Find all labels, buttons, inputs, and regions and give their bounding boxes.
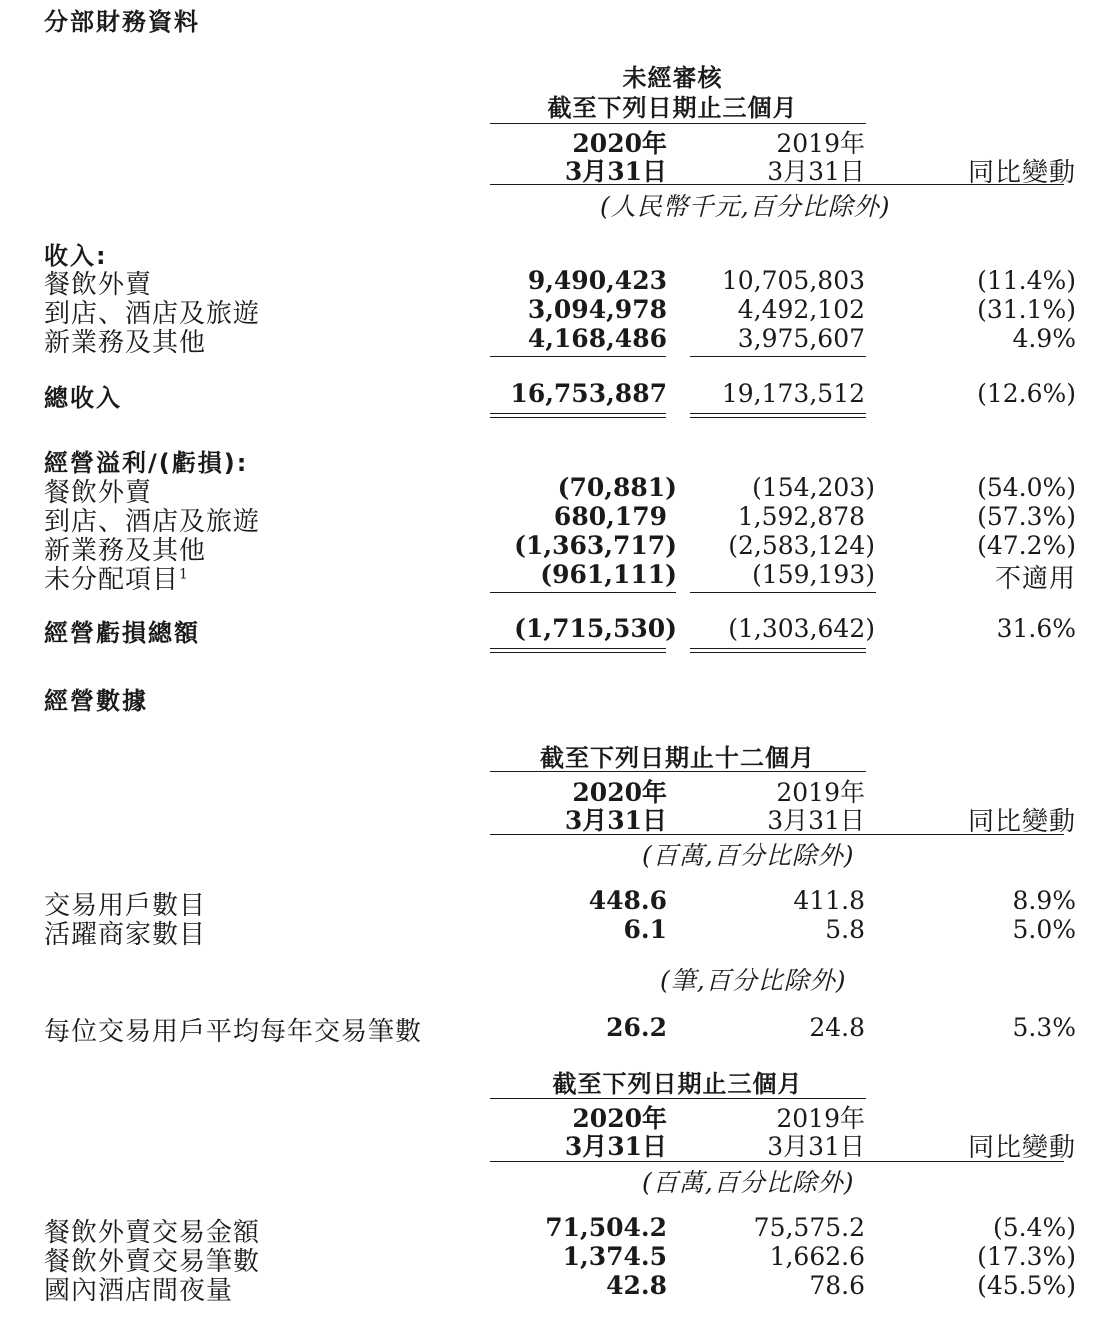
total-double-rule-2020 xyxy=(490,648,666,653)
total-op-2020: (1,715,530) xyxy=(514,614,677,643)
unit-note: (百萬,百分比除外) xyxy=(642,841,855,870)
value-2019: 411.8 xyxy=(793,886,865,915)
value-2020: 6.1 xyxy=(623,915,667,944)
value-yoy: 5.3% xyxy=(1012,1013,1076,1042)
col-2020-date: 3月31日 xyxy=(564,157,667,186)
header-bottom-rule xyxy=(490,1161,1064,1162)
value-yoy: (45.5%) xyxy=(977,1271,1076,1300)
col-2019-date: 3月31日 xyxy=(767,157,865,186)
row-label: 新業務及其他 xyxy=(44,536,207,566)
value-2019: 3,975,607 xyxy=(737,324,865,353)
value-2020: 4,168,486 xyxy=(527,324,667,353)
total-revenue-2020: 16,753,887 xyxy=(510,379,667,408)
col-2019-year: 2019年 xyxy=(776,1104,865,1133)
total-op-yoy: 31.6% xyxy=(996,614,1076,643)
value-yoy: 8.9% xyxy=(1012,886,1076,915)
value-2020: 1,374.5 xyxy=(562,1242,667,1271)
value-yoy: (47.2%) xyxy=(977,531,1076,560)
value-yoy: (11.4%) xyxy=(977,266,1076,295)
value-2019: 1,662.6 xyxy=(769,1242,865,1271)
total-revenue-yoy: (12.6%) xyxy=(977,379,1076,408)
value-yoy: 4.9% xyxy=(1012,324,1076,353)
value-2019: 75,575.2 xyxy=(753,1213,865,1242)
value-yoy: (54.0%) xyxy=(977,473,1076,502)
col-2019-year: 2019年 xyxy=(776,129,865,158)
value-2019: (154,203) xyxy=(752,473,875,502)
value-2019: 10,705,803 xyxy=(721,266,865,295)
header-bottom-rule xyxy=(490,834,1064,835)
row-label: 活躍商家數目 xyxy=(44,920,207,950)
value-yoy: (57.3%) xyxy=(977,502,1076,531)
total-double-rule-2020 xyxy=(490,413,666,418)
total-double-rule-2019 xyxy=(690,413,866,418)
unit-note: (人民幣千元,百分比除外) xyxy=(600,192,891,221)
value-2020: 42.8 xyxy=(606,1271,667,1300)
col-2020-year: 2020年 xyxy=(572,1104,667,1133)
total-revenue-2019: 19,173,512 xyxy=(721,379,865,408)
value-2019: (2,583,124) xyxy=(728,531,875,560)
value-2019: 5.8 xyxy=(825,915,865,944)
value-yoy: 5.0% xyxy=(1012,915,1076,944)
revenue-label: 收入: xyxy=(44,242,108,270)
row-label-unallocated xyxy=(44,559,189,596)
unit-note: (百萬,百分比除外) xyxy=(642,1168,855,1197)
col-2020-year: 2020年 xyxy=(572,778,667,807)
operating-data-title: 經營數據 xyxy=(44,687,148,715)
value-2020: 9,490,423 xyxy=(527,266,667,295)
row-label: 餐飲外賣交易金額 xyxy=(44,1218,261,1248)
value-2020: (1,363,717) xyxy=(514,531,677,560)
op-profit-label: 經營溢利/(虧損): xyxy=(44,449,249,477)
unallocated-label: 未分配項目 xyxy=(44,565,180,595)
row-label: 新業務及其他 xyxy=(44,328,207,358)
value-yoy: (17.3%) xyxy=(977,1242,1076,1271)
col-2020-year: 2020年 xyxy=(572,129,667,158)
subtotal-rule-2019 xyxy=(690,592,876,593)
header-rule xyxy=(490,771,866,772)
row-label: 到店、酒店及旅遊 xyxy=(44,299,261,329)
header-unaudited: 未經審核 xyxy=(622,64,723,92)
value-2020: 448.6 xyxy=(588,886,667,915)
value-2020: 26.2 xyxy=(606,1013,667,1042)
value-yoy: 不適用 xyxy=(994,564,1076,594)
row-label: 餐飲外賣 xyxy=(44,478,153,508)
unit-note-orders: (筆,百分比除外) xyxy=(660,966,847,995)
row-label: 餐飲外賣交易筆數 xyxy=(44,1247,261,1277)
value-2019: 24.8 xyxy=(809,1013,865,1042)
subtotal-rule-2020 xyxy=(490,356,666,357)
value-2019: 4,492,102 xyxy=(737,295,865,324)
page-title: 分部財務資料 xyxy=(44,8,200,36)
total-double-rule-2019 xyxy=(690,648,866,653)
col-yoy: 同比變動 xyxy=(967,807,1076,837)
col-2019-date: 3月31日 xyxy=(767,1132,865,1161)
value-2020: 71,504.2 xyxy=(545,1213,667,1242)
value-2019: 78.6 xyxy=(809,1271,865,1300)
value-2020: (961,111) xyxy=(540,560,677,589)
col-2020-date: 3月31日 xyxy=(564,1132,667,1161)
row-label: 到店、酒店及旅遊 xyxy=(44,507,261,537)
subtotal-rule-2020 xyxy=(490,592,676,593)
col-2019-year: 2019年 xyxy=(776,778,865,807)
value-2020: 3,094,978 xyxy=(527,295,667,324)
value-yoy: (31.1%) xyxy=(977,295,1076,324)
value-yoy: (5.4%) xyxy=(992,1213,1076,1242)
col-2019-date: 3月31日 xyxy=(767,806,865,835)
header-period-three-months: 截至下列日期止三個月 xyxy=(547,94,798,122)
value-2019: (159,193) xyxy=(752,560,875,589)
footnote-marker: 1 xyxy=(179,566,189,583)
total-op-label: 經營虧損總額 xyxy=(44,619,200,647)
value-2020: (70,881) xyxy=(557,473,677,502)
col-yoy: 同比變動 xyxy=(967,1133,1076,1163)
total-revenue-label: 總收入 xyxy=(44,384,122,412)
header-bottom-rule xyxy=(490,184,1064,185)
row-label: 交易用戶數目 xyxy=(44,891,207,921)
row-label: 國內酒店間夜量 xyxy=(44,1276,234,1306)
subtotal-rule-2019 xyxy=(690,356,866,357)
header-period-three-months: 截至下列日期止三個月 xyxy=(552,1070,803,1098)
value-2020: 680,179 xyxy=(553,502,667,531)
col-2020-date: 3月31日 xyxy=(564,806,667,835)
header-period-twelve-months: 截至下列日期止十二個月 xyxy=(540,744,815,772)
value-2019: 1,592,878 xyxy=(737,502,865,531)
total-op-2019: (1,303,642) xyxy=(728,614,875,643)
row-label: 餐飲外賣 xyxy=(44,270,153,300)
row-label: 每位交易用戶平均每年交易筆數 xyxy=(44,1017,423,1047)
col-yoy: 同比變動 xyxy=(967,158,1076,188)
